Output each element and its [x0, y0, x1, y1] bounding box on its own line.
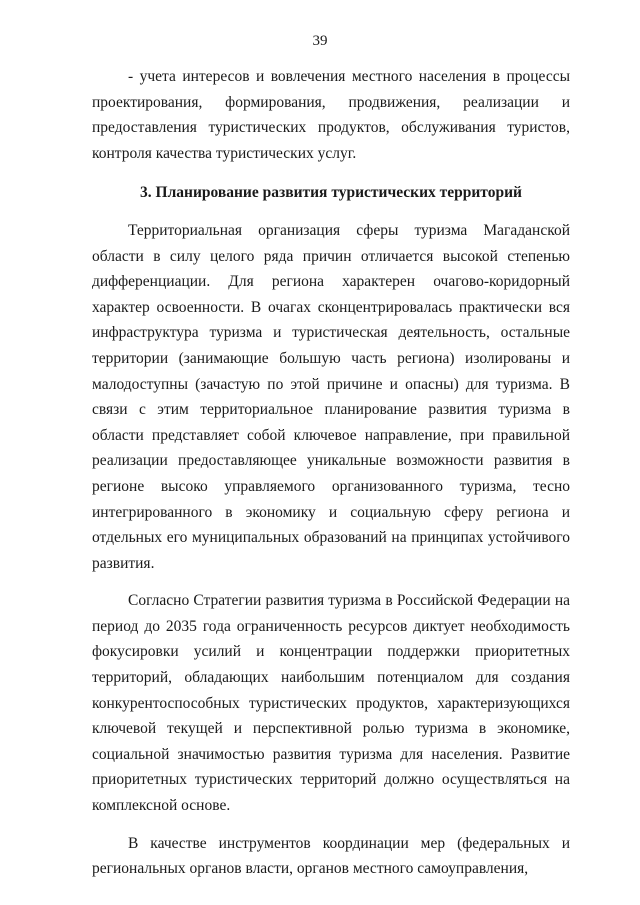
paragraph-strategy: Согласно Стратегии развития туризма в Российской Федерации на период до 2035 года ограниченность ресурсов диктует необходимость фокусировки усилий и концентрации поддержки приоритетных территорий, обладающих наибольшим потенциалом для создания конкурентоспособных туристических продуктов, характеризующихся ключевой текущей и перспективной ролью туризма в экономике, социальной значимостью развития туризма для населения. Развитие приоритетных туристических территорий должно осуществляться на комплексной основе.: [92, 592, 570, 815]
section-heading: 3. Планирование развития туристических территорий: [140, 184, 522, 202]
page-number: 39: [312, 33, 328, 49]
paragraph-list-item: - учета интересов и вовлечения местного населения в процессы проектирования, формирования, продвижения, реализации и предоставления туристических продуктов, обслуживания туристов, контроля качества туристических услуг.: [92, 68, 570, 162]
paragraph-territorial-organization: Территориальная организация сферы туризма Магаданской области в силу целого ряда причин отличается высокой степенью дифференциации. Для региона характерен очагово-коридорный характер освоенности. В очагах сконцентрировалась практически вся инфраструктура туризма и туристическая деятельность, остальные территории (занимающие большую часть региона) изолированы и малодоступны (зачастую по этой причине и опасны) для туризма. В связи с этим территориальное планирование развития туризма в области представляет собой ключевое направление, при правильной реализации предоставляющее уникальные возможности развития в регионе высоко управляемого организованного туризма, тесно интегрированного в экономику и социальную сферу региона и отдельных его муниципальных образований на принципах устойчивого развития.: [92, 221, 570, 572]
paragraph-coordination: В качестве инструментов координации мер (федеральных и региональных органов власти, органов местного самоуправления,: [92, 834, 570, 878]
document-body: [92, 64, 570, 882]
